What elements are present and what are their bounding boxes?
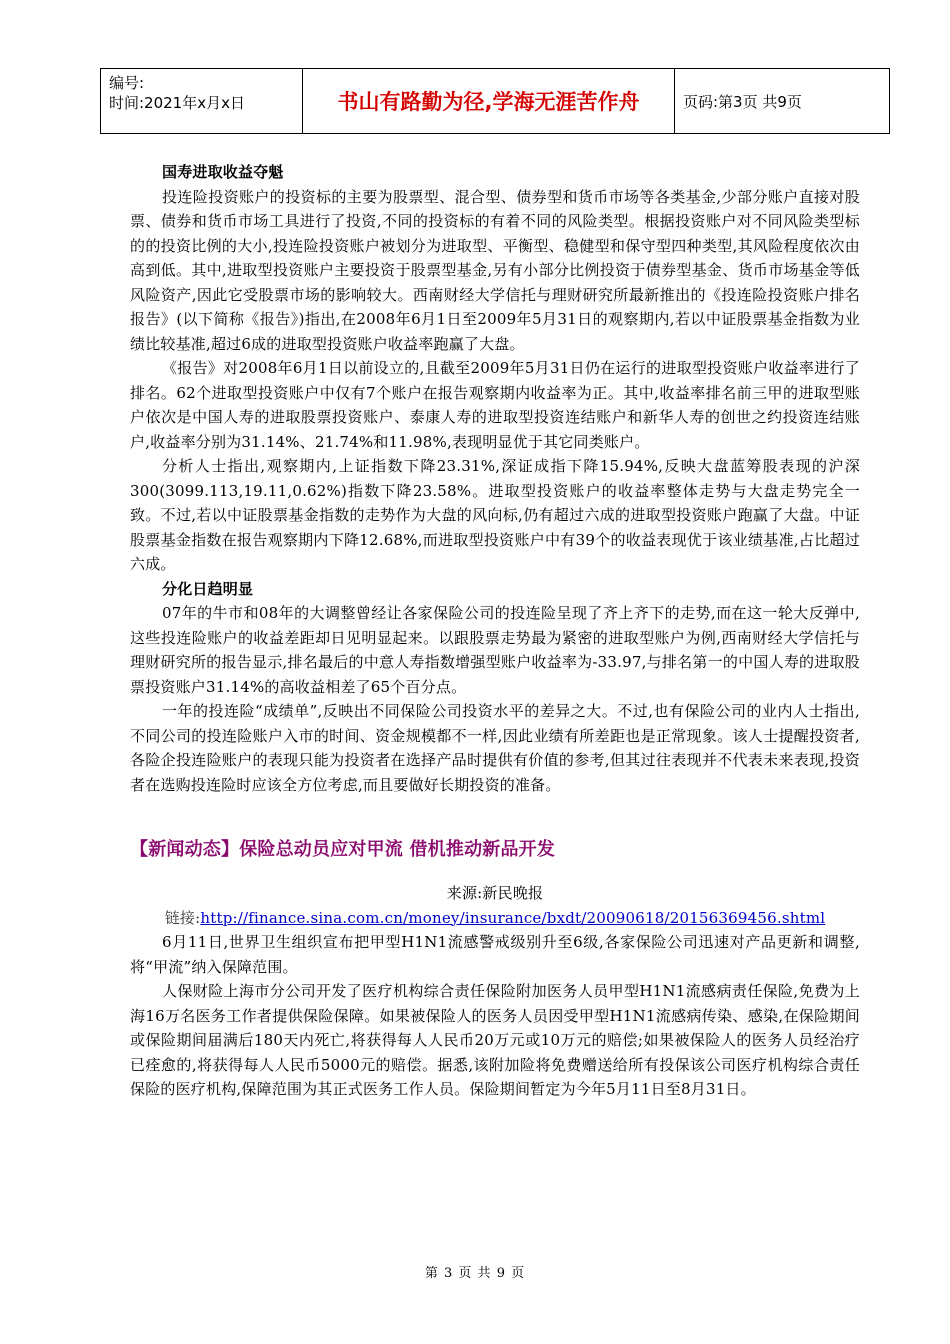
- section-title: 分化日趋明显: [162, 579, 254, 598]
- header-meta: [101, 69, 303, 133]
- page-header: [100, 68, 890, 134]
- paragraph: 一年的投连险“成绩单”,反映出不同保险公司投资水平的差异之大。不过,也有保险公司的业内人士指出,不同公司的投连险账户入市的时间、资金规模都不一样,因此业绩有所差距也是正常现象。该人士提醒投资者,各险企投连险账户的表现只能为投资者在选择产品时提供有价值的参考,但其过往表现并不代表未来表现,投资者在选购投连险时应该全方位考虑,而且要做好长期投资的准备。: [130, 702, 860, 794]
- paragraph: 人保财险上海市分公司开发了医疗机构综合责任保险附加医务人员甲型H1N1流感病责任保险,免费为上海16万名医务工作者提供保险保障。如果被保险人的医务人员因受甲型H1N1流感病传染、感染,在保险期间或保险期间届满后180天内死亡,将获得每人人民币20万元或10万元的赔偿;如果被保险人的医务人员经治疗已痊愈的,将获得每人人民币5000元的赔偿。据悉,该附加险将免费赠送给所有投保该公司医疗机构综合责任保险的医疗机构,保障范围为其正式医务工作人员。保险期间暂定为今年5月11日至8月31日。: [130, 982, 860, 1098]
- paragraph: 投连险投资账户的投资标的主要为股票型、混合型、债券型和货币市场等各类基金,少部分账户直接对股票、债券和货币市场工具进行了投资,不同的投资标的有着不同的风险类型。根据投资账户对不同风险类型标的的投资比例的大小,投连险投资账户被划分为进取型、平衡型、稳健型和保守型四种类型,其风险程度依次由高到低。其中,进取型投资账户主要投资于股票型基金,另有小部分比例投资于债券型基金、货币市场基金等低风险资产,因此它受股票市场的影响较大。西南财经大学信托与理财研究所最新推出的《投连险投资账户排名报告》(以下简称《报告》)指出,在2008年6月1日至2009年5月31日的观察期内,若以中证股票基金指数为业绩比较基准,超过6成的进取型投资账户收益率跑赢了大盘。: [130, 187, 860, 353]
- news-link-label: 链接:: [164, 908, 201, 927]
- paragraph: 《报告》对2008年6月1日以前设立的,且截至2009年5月31日仍在运行的进取型投资账户收益率进行了排名。62个进取型投资账户中仅有7个账户在报告观察期内收益率为正。其中,收益率排名前三甲的进取型账户依次是中国人寿的进取股票投资账户、泰康人寿的进取型投资连结账户和新华人寿的创世之约投资连结账户,收益率分别为31.14%、21.74%和11.98%,表现明显优于其它同类账户。: [130, 359, 860, 451]
- paragraph: 6月11日,世界卫生组织宣布把甲型H1N1流感警戒级别升至6级,各家保险公司迅速对产品更新和调整,将“甲流”纳入保障范围。: [130, 933, 860, 976]
- header-motto: 书山有路勤为径,学海无涯苦作舟: [303, 69, 675, 133]
- document-body: [130, 160, 860, 1102]
- doc-number-label: 编号:: [109, 74, 145, 92]
- doc-time-label: 时间:2021年x月x日: [109, 94, 245, 112]
- news-link[interactable]: http://finance.sina.com.cn/money/insurance/bxdt/20090618/20156369456.shtml: [200, 908, 826, 927]
- news-title: 【新闻动态】保险总动员应对甲流 借机推动新品开发: [130, 839, 556, 860]
- section-title: 国寿进取收益夺魁: [162, 163, 284, 181]
- header-page-code: 页码:第3页 共9页: [683, 92, 802, 111]
- page-footer: 第 3 页 共 9 页: [424, 1266, 526, 1281]
- paragraph: 07年的牛市和08年的大调整曾经让各家保险公司的投连险呈现了齐上齐下的走势,而在这一轮大反弹中,这些投连险账户的收益差距却日见明显起来。以跟股票走势最为紧密的进取型账户为例,西南财经大学信托与理财研究所的报告显示,排名最后的中意人寿指数增强型账户收益率为-33.97,与排名第一的中国人寿的进取股票投资账户31.14%的高收益相差了65个百分点。: [130, 604, 860, 696]
- news-link-line: [130, 906, 860, 931]
- news-source: 来源:新民晚报: [446, 884, 544, 902]
- paragraph: 分析人士指出,观察期内,上证指数下降23.31%,深证成指下降15.94%,反映大盘蓝筹股表现的沪深300(3099.113,19.11,0.62%)指数下降23.58%。进取型投资账户的收益率整体走势与大盘走势完全一致。不过,若以中证股票基金指数的走势作为大盘的风向标,仍有超过六成的进取型投资账户跑赢了大盘。中证股票基金指数在报告观察期内下降12.68%,而进取型投资账户中有39个的收益表现优于该业绩基准,占比超过六成。: [130, 457, 860, 573]
